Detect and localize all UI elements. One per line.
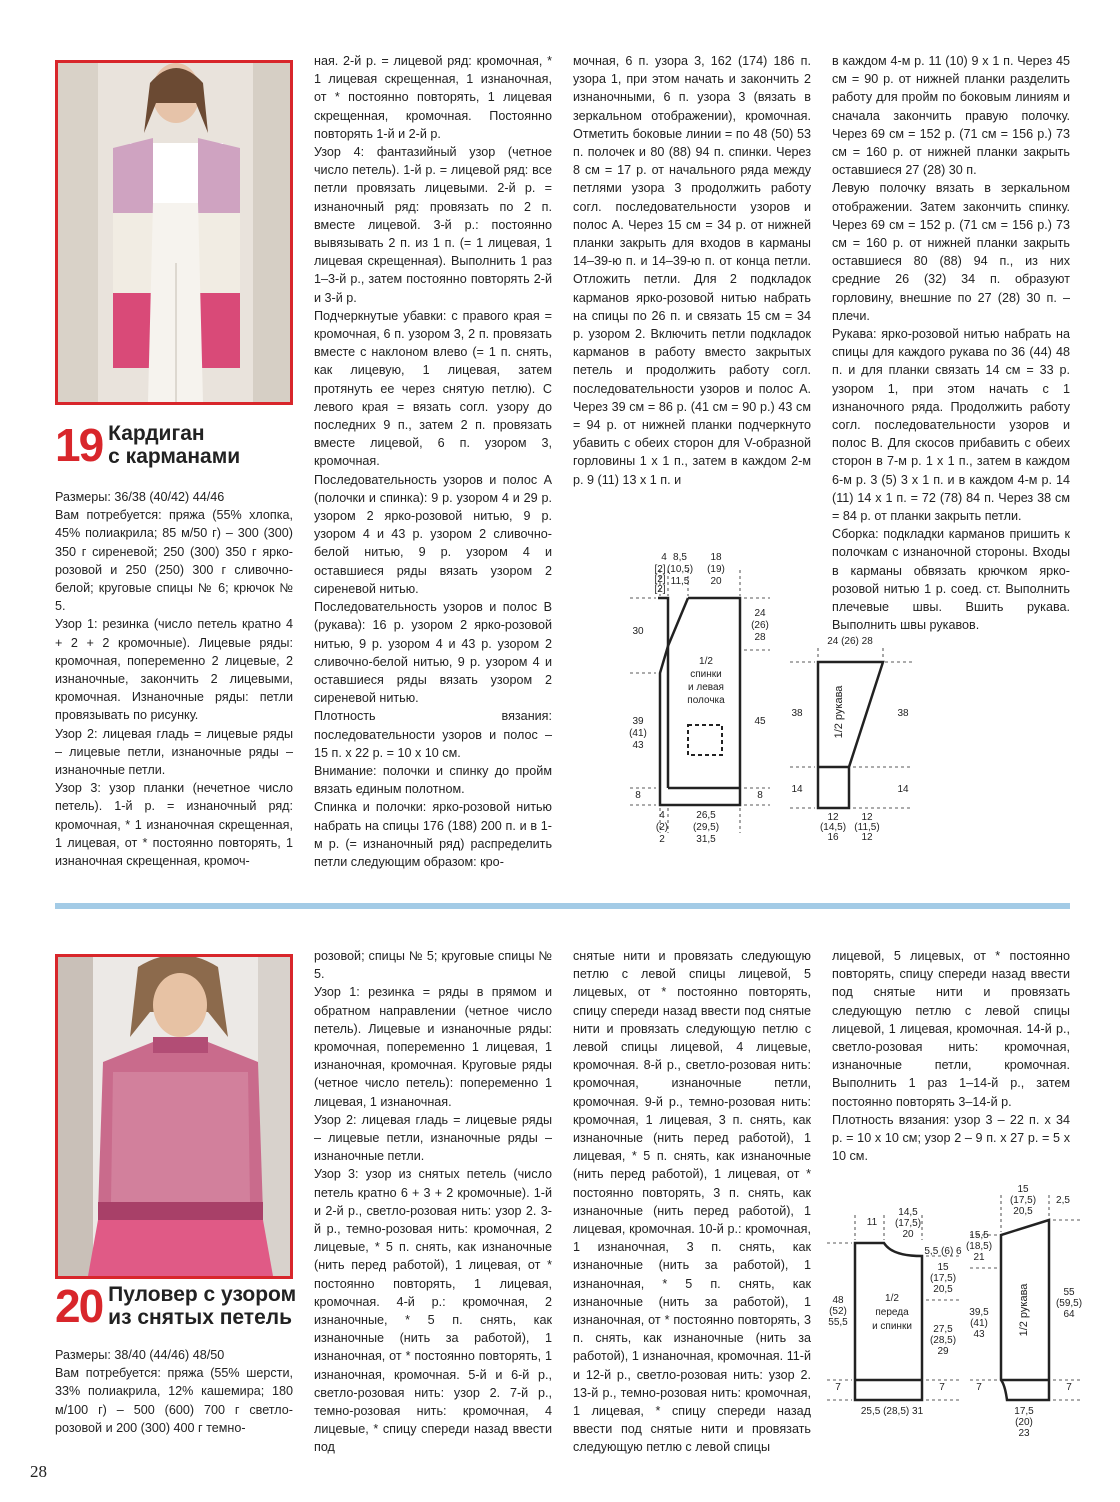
dim-label: (17,5)	[894, 1218, 922, 1229]
dim-label: 7	[939, 1382, 945, 1393]
paragraph: Узор 1: резинка = ряды в прямом и обратном направлении (четное число петель). Лицевые и изнаночные ряды: кромочная, попеременно 1 лицевая, 1 изнаночная, кромочная. Круговые ряды (четное число петель): попеременно 1 лицевая, 1 изнаночная.	[314, 985, 552, 1109]
dim-label: (41)	[970, 1318, 988, 1329]
schema-label: переда	[875, 1307, 909, 1318]
paragraph: Узор 4: фантазийный узор (четное число петель). 1-й р. = лицевой ряд: все петли провязать лицевыми. 2-й р. = изнаночный ряд: провязать по 2 п. вместе лицевой. 3-й р.: постоянно вывязывать 2 п. из 1 п. (= 1 лицевая, 1 лицевая скрещенная). Выполнить 1 раз 1–3-й р., затем постоянно повторять 2-й и 3-й р.	[314, 145, 552, 305]
dim-label: (17,5)	[1009, 1195, 1037, 1206]
pullover-photo-image	[58, 957, 290, 1276]
dim-label: (28,5)	[929, 1335, 957, 1346]
paragraph: Внимание: полочки и спинку до пройм вязать единым полотном.	[314, 763, 552, 797]
dim-label: 55	[1063, 1287, 1075, 1298]
paragraph: Узор 3: узор из снятых петель (число петель кратно 6 + 3 + 2 кромочные). 1-й и 2-й р., светло-розовая нить: узор 2. 3-й р., темно-розовая нить: кромочная, 2 лицевые, * 5 п. снять, как изнаночные (нить перед работой), 1 лицевая, от * постоянно повторять, 1 лицевая, кромочная. 4-й р.: кромочная, 2 изнаночные, * 5 п. снять, как изнаночные (нить за работой), 1 изнаночная, от * постоянно повторять, 1 изнаночная, кромочная. 5-й и 6-й р., светло-розовая нить: узор 2. 7-й р., темно-розовая нить: кромочная, 4 лицевые, * спицу спереди назад ввести под	[314, 1167, 552, 1455]
paragraph: розовой; спицы № 5; круговые спицы № 5.	[314, 949, 552, 982]
pullover-sleeve-schema	[965, 1180, 1085, 1445]
schema-label: полочка	[687, 695, 725, 706]
cardigan-sleeve-schema	[785, 630, 920, 850]
dim-label: 7	[1066, 1382, 1072, 1393]
dim-label: 15	[937, 1262, 949, 1273]
dim-label: 2	[659, 834, 665, 845]
cardigan-photo-image	[58, 63, 290, 402]
dim-label: (26)	[751, 620, 769, 631]
paragraph: Сборка: подкладки карманов пришить к полочкам с изнаночной стороны. Входы в карманы обвязать крючком ярко-розовой нитью 1 р. соед. ст. Выполнить плечевые швы. Вшить рукава. Выполнить швы рукавов.	[832, 527, 1070, 633]
dim-label: 5,5 (6) 6	[924, 1246, 962, 1257]
dim-label: (19)	[707, 564, 725, 575]
dim-label: (41)	[629, 728, 647, 739]
schema-label: и левая	[688, 682, 724, 693]
schema-label: спинки	[690, 669, 722, 680]
paragraph: в каждом 4-м р. 11 (10) 9 х 1 п. Через 45 см = 90 р. от нижней планки разделить работу для пройм по боковым линиям и сначала закончить правую полочку. Через 69 см = 152 р. (71 см = 156 р.) 73 см = 160 р. от нижней планки закрыть оставшиеся 27 (28) 30 п.	[832, 54, 1070, 178]
dim-label: 64	[1063, 1309, 1075, 1320]
paragraph: Левую полочку вязать в зеркальном отображении. Затем закончить спинку. Через 69 см = 152 р. (71 см = 156 р.) 73 см = 160 р. от нижней планки закрыть оставшиеся 80 (88) 94 п., из них средние 26 (32) 34 п. образуют горловину, внешние по 27 (28) 30 п. – плечи.	[832, 181, 1070, 323]
dim-label: 31,5	[696, 834, 716, 845]
dim-label: 27,5	[933, 1324, 953, 1335]
dim-label: 29	[937, 1346, 949, 1357]
paragraph: Рукава: ярко-розовой нитью набрать на спицы для каждого рукава по 36 (44) 48 п. и для планки связать 14 см = 33 р. узором 1, при этом начать с 1 изнаночного ряда. Продолжить работу согл. последовательности узоров и полос В. Для скосов прибавить с обеих сторон в 7-м р. 1 х 1 п., затем в каждом 6-м р. 3 (5) 3 х 1 п. и в каждом 4-м р. 14 (11) 14 х 1 п. = 72 (78) 84 п. Через 38 см = 84 р. от планки закрыть петли.	[832, 327, 1070, 524]
dim-label: 43	[632, 740, 644, 751]
paragraph: Узор 1: резинка (число петель кратно 4 + 2 + 2 кромочные). Лицевые ряды: кромочная, попеременно 2 лицевые, 2 изнаночные, закончить 2 лицевыми, кромочная. Изнаночные ряды: петли провязывать по рисунку.	[55, 617, 293, 723]
dim-label: (11,5)	[854, 822, 880, 833]
dim-label: 15,5	[969, 1230, 989, 1241]
dim-label: 15	[1017, 1184, 1029, 1195]
dim-label: 20,5	[933, 1284, 953, 1295]
dim-label: 17,5	[1014, 1406, 1034, 1417]
dim-label: (20)	[1015, 1417, 1033, 1428]
paragraph: Узор 3: узор планки (нечетное число петель). 1-й р. = изнаночный ряд: кромочная, * 1 изнаночная скрещенная, 1 лицевая, от * постоянно повторять, 1 изнаночная скрещенная, кромоч-	[55, 781, 293, 869]
dim-label: 7	[835, 1382, 841, 1393]
dim-label: 39	[632, 716, 644, 727]
dim-label: 25,5 (28,5) 31	[860, 1406, 924, 1417]
dim-label: 24 (26) 28	[827, 636, 873, 647]
paragraph: лицевой, 5 лицевых, от * постоянно повторять, спицу спереди назад ввести под снятые нити и провязать следующую петлю с левой спицы лицевой, 1 лицевая, кромочная. 14-й р., светло-розовая нить: кромочная, изнаночные петли, кромочная. Выполнить 1 раз 1–14-й р., затем постоянно повторять 3–14-й р.	[832, 949, 1070, 1109]
dim-label: (17,5)	[929, 1273, 957, 1284]
pattern-20-title	[55, 1280, 297, 1332]
dim-label: 21	[973, 1252, 985, 1263]
page-number: 28	[30, 1462, 47, 1481]
pattern-20-title-line2: из снятых петель	[108, 1306, 293, 1329]
paragraph: Подчеркнутые убавки: с правого края = кромочная, 6 п. узором 3, 2 п. провязать вместе с наклоном влево (= 1 п. снять, как лицевую, 1 лицевая, затем протянуть ее через снятую петлю). С левого края = вязать согл. узору до последних 9 п., затем 2 п. провязать вместе лицевой, 6 п. узором 3, кромочная.	[314, 308, 552, 469]
pattern-20-heading	[108, 1283, 296, 1329]
paragraph: ная. 2-й р. = лицевой ряд: кромочная, * 1 лицевая скрещенная, 1 изнаночная, от * постоянно повторять, 1 лицевая скрещенная, кромочная. Постоянно повторять 1-й и 2-й р.	[314, 54, 552, 141]
dim-label: (18,5)	[965, 1241, 993, 1252]
dim-label: 4	[659, 810, 665, 821]
schema-label: 1/2	[699, 656, 713, 667]
dim-label: 18	[710, 552, 722, 563]
dim-label: 14,5	[898, 1207, 918, 1218]
paragraph: снятые нити и провязать следующую петлю с левой спицы лицевой, 5 лицевых, от * постоянно повторять, спицу спереди назад ввести под снятые нити и провязать следующую петлю с левой спицы лицевой, 4 лицевые, кромочная. 8-й р., светло-розовая нить: кромочная, изнаночные петли, кромочная. 9-й р., темно-розовая нить: кромочная, 1 лицевая, 3 п. снять, как изнаночные (нить перед работой), 1 лицевая, * 5 п. снять, как изнаночные (нить перед работой), 1 лицевая, от * постоянно повторять, 3 п. снять, как изнаночные (нить перед работой), 1 лицевая, кромочная. 10-й р.: кромочная, 1 изнаночная, 3 п. снять, как изнаночные (нить за работой), 1 изнаночная, * 5 п. снять, как изнаночные (нить за работой), 1 изнаночная, от * постоянно повторять, 3 п. снять, как изнаночные (нить за работой), 1 изнаночная, кромочная. 11-й и 12-й р., светло-розовая нить: узор 2. 13-й р., темно-розовая нить: кромочная, 1 лицевая, * спицу спереди назад ввести под снятые нити и провязать следующую петлю с левой спицы	[573, 949, 811, 1455]
dim-label: (2)	[655, 822, 669, 833]
dim-label: 2,5	[1056, 1195, 1070, 1206]
section-divider	[55, 903, 1070, 909]
dim-label: 11,5	[670, 576, 690, 587]
pattern-20-column-4	[832, 947, 1070, 1165]
schema-label: и спинки	[872, 1321, 912, 1332]
cardigan-body-schema	[620, 548, 780, 848]
paragraph: мочная, 6 п. узора 3, 162 (174) 186 п. узора 1, при этом начать и закончить 2 изнаночными, 6 п. узора 3 (вязать в зеркальном отображении), кромочная. Отметить боковые линии = по 48 (50) 53 п. полочек и 80 (88) 94 п. спинки. Через 8 см = 17 р. от начального ряда между петлями узора 3 продолжить работу согл. последовательности узоров и полос А. Через 15 см = 34 р. от нижней планки закрыть для входов в карманы 14–39-ю п. и 14–39-ю п. от конца петли. Отложить петли. Для 2 подкладок карманов ярко-розовой нитью набрать на спицы по 26 п. и связать 15 см = 34 р. узором 2. Включить петли подкладок карманов в работу вместо закрытых петель и продолжить работу согл. последовательности узоров и полос А. Через 39 см = 86 р. (41 см = 90 р.) 43 см = 94 р. от нижней планки подчеркнуто убавить с обеих сторон для V-образной горловины 1 х 1 п., затем в каждом 2-м р. 9 (11) 13 х 1 п. и	[573, 54, 811, 487]
dim-label: (52)	[829, 1306, 847, 1317]
pattern-19-column-1	[55, 488, 293, 870]
dim-label: 23	[1018, 1428, 1030, 1439]
dim-label: 8	[757, 790, 763, 801]
pullover-photo	[55, 954, 293, 1279]
dim-label: 12	[861, 812, 873, 823]
dim-label: (59,5)	[1055, 1298, 1083, 1309]
schema-label: 1/2	[885, 1293, 899, 1304]
pattern-20-column-2	[314, 947, 552, 1457]
dim-label: 30	[632, 626, 644, 637]
dim-label: (29,5)	[692, 822, 720, 833]
dim-label: 8	[635, 790, 641, 801]
pattern-20-title-line1: Пуловер с узором	[108, 1283, 297, 1306]
dim-label: 48	[832, 1295, 844, 1306]
dim-label: 12	[827, 812, 839, 823]
cardigan-photo	[55, 60, 293, 405]
pattern-19-title-line1: Кардиган	[108, 422, 205, 445]
dim-label: 55,5	[828, 1317, 848, 1328]
dim-label: (10,5)	[666, 564, 694, 575]
paragraph: Плотность вязания: последовательности узоров и полос – 15 п. х 22 р. = 10 х 10 см.	[314, 709, 552, 760]
dim-label: 14	[897, 784, 909, 795]
paragraph: Узор 2: лицевая гладь = лицевые ряды – лицевые петли, изнаночные ряды – изнаночные петли.	[314, 1112, 552, 1164]
pattern-19-column-4	[832, 52, 1070, 635]
dim-label: 26,5	[696, 810, 716, 821]
pattern-20-number: 20	[55, 1280, 103, 1332]
dim-label: 38	[897, 708, 909, 719]
pullover-body-schema	[822, 1200, 972, 1440]
paragraph: Узор 2: лицевая гладь = лицевые ряды – лицевые петли, изнаночные ряды – изнаночные петли.	[55, 726, 293, 778]
dim-label: 4	[661, 552, 667, 563]
pattern-19-column-3	[573, 52, 811, 489]
dim-label: 7	[976, 1382, 982, 1393]
paragraph: Размеры: 36/38 (40/42) 44/46	[55, 490, 225, 504]
paragraph: Последовательность узоров и полос А (полочки и спинка): 9 р. узором 4 и 29 р. узором 2 ярко-розовой нитью, 9 р. узором 4 и 43 р. узором 2 сливочно-белой нитью, 9 р. узором 4 и оставшиеся ряды вязать узором 2 сиреневой нитью.	[314, 472, 552, 596]
dim-label: 20	[902, 1229, 914, 1240]
pattern-19-number: 19	[55, 419, 103, 471]
paragraph: Вам потребуется: пряжа (55% шерсти, 33% полиакрила, 12% кашемира; 180 м/100 г) – 500 (600) 700 г светло-розовой и 200 (300) 400 г темно-	[55, 1366, 293, 1435]
pattern-19-heading	[108, 422, 240, 468]
dim-label: 12	[861, 832, 873, 843]
dim-label: 24	[754, 608, 766, 619]
dim-label: 11	[866, 1217, 878, 1228]
paragraph: Вам потребуется: пряжа (55% хлопка, 45% полиакрила; 85 м/50 г) – 300 (300) 350 г сиреневой; 250 (300) 350 г ярко-розовой и 250 (250) 300 г сливочно-белой; круговые спицы № 6; крючок № 5.	[55, 508, 293, 614]
dim-label: [2]	[654, 564, 666, 575]
dim-label: 39,5	[969, 1307, 989, 1318]
pattern-19-title	[55, 419, 241, 471]
dim-label: (14,5)	[819, 822, 847, 833]
dim-label: 14	[791, 784, 803, 795]
dim-label: 38	[791, 708, 803, 719]
paragraph: Плотность вязания: узор 3 – 22 п. х 34 р. = 10 х 10 см; узор 2 – 9 п. х 27 р. = 5 х 10 см.	[832, 1112, 1070, 1164]
pattern-20-column-3	[573, 947, 811, 1457]
dim-label: [2]	[654, 584, 666, 595]
schema-label: 1/2 рукава	[1018, 1283, 1030, 1337]
paragraph: Спинка и полочки: ярко-розовой нитью набрать на спицы 176 (188) 200 п. и в 1-м р. (= изнаночный ряд) распределить петли следующим образом: кро-	[314, 800, 552, 869]
paragraph: Последовательность узоров и полос В (рукава): 16 р. узором 2 ярко-розовой нитью, 9 р. узором 4 и 43 р. узором 2 сливочно-белой нитью, 9 р. узором 4 и оставшиеся ряды вязать узором 2 сиреневой нитью.	[314, 600, 552, 706]
schema-label: 1/2 рукава	[833, 685, 845, 739]
pattern-19-title-line2: с карманами	[108, 445, 241, 468]
dim-label: 20	[710, 576, 722, 587]
pattern-20-column-1	[55, 1346, 293, 1437]
pattern-19-column-2	[314, 52, 552, 871]
dim-label: 8,5	[673, 552, 687, 563]
dim-label: 45	[754, 716, 766, 727]
dim-label: 28	[754, 632, 766, 643]
paragraph: Размеры: 38/40 (44/46) 48/50	[55, 1348, 225, 1362]
dim-label: 16	[827, 832, 839, 843]
dim-label: 43	[973, 1329, 985, 1340]
dim-label: [2]	[654, 574, 666, 585]
dim-label: 20,5	[1013, 1206, 1033, 1217]
